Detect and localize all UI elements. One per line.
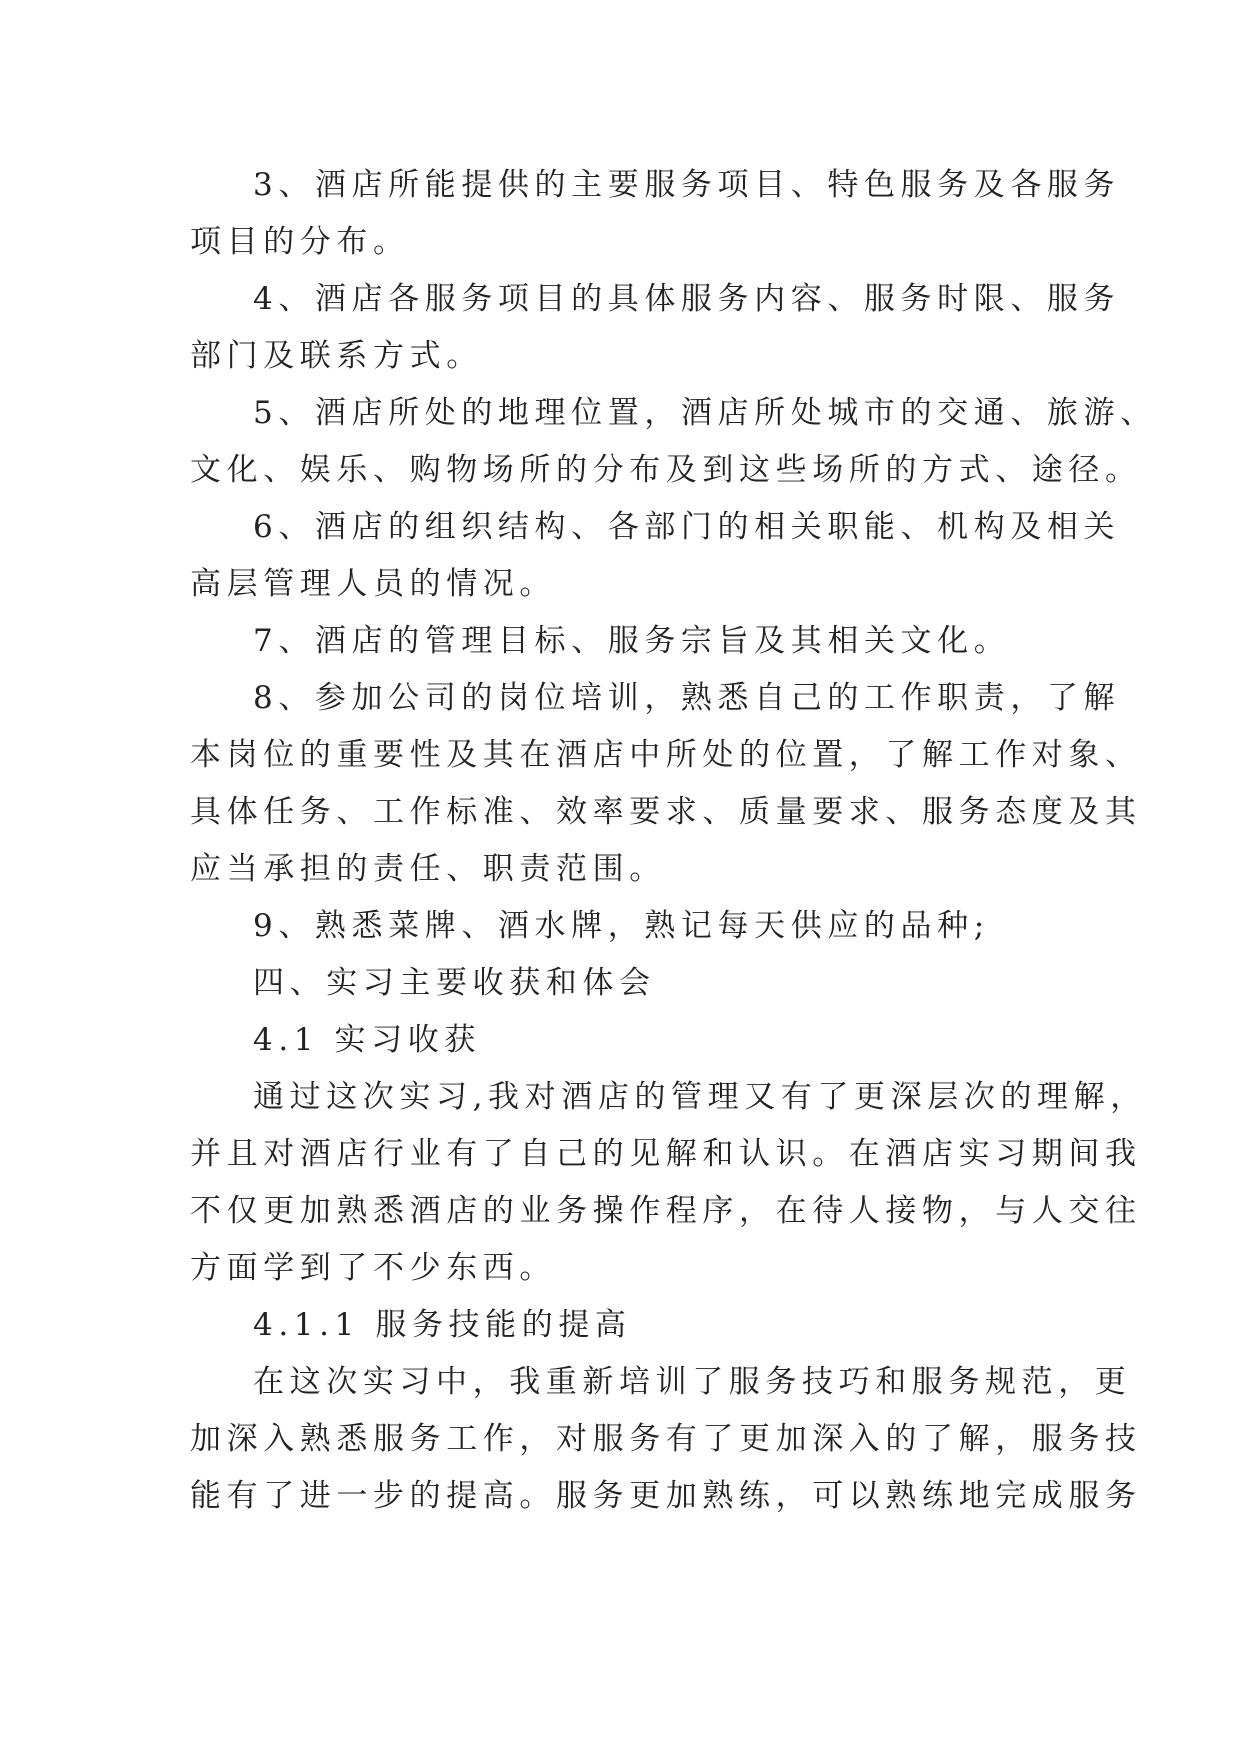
text-line: 方面学到了不少东西。 [190, 1250, 556, 1286]
text-line: 高层管理人员的情况。 [190, 566, 556, 602]
text-line: 能有了进一步的提高。服务更加熟练，可以熟练地完成服务 [190, 1478, 1142, 1514]
text-line: 8、参加公司的岗位培训，熟悉自己的工作职责，了解 [253, 680, 1121, 716]
subsection-heading: 4.1.1 服务技能的提高 [253, 1307, 632, 1343]
text-line: 文化、娱乐、购物场所的分布及到这些场所的方式、途径。 [190, 452, 1142, 488]
text-line: 7、酒店的管理目标、服务宗旨及其相关文化。 [253, 623, 1011, 659]
text-line: 5、酒店所处的地理位置，酒店所处城市的交通、旅游、 [253, 395, 1157, 431]
text-line: 部门及联系方式。 [190, 338, 483, 374]
text-line: 9、熟悉菜牌、酒水牌，熟记每天供应的品种; [253, 908, 990, 944]
text-line: 项目的分布。 [190, 224, 410, 260]
text-line: 本岗位的重要性及其在酒店中所处的位置，了解工作对象、 [190, 737, 1142, 773]
text-line: 在这次实习中，我重新培训了服务技巧和服务规范，更 [253, 1364, 1132, 1400]
text-line: 不仅更加熟悉酒店的业务操作程序，在待人接物，与人交往 [190, 1193, 1142, 1229]
text-line: 具体任务、工作标准、效率要求、质量要求、服务态度及其 [190, 794, 1142, 830]
text-line: 6、酒店的组织结构、各部门的相关职能、机构及相关 [253, 509, 1121, 545]
subsection-heading: 4.1 实习收获 [253, 1022, 481, 1058]
text-line: 加深入熟悉服务工作，对服务有了更加深入的了解，服务技 [190, 1421, 1142, 1457]
text-line: 3、酒店所能提供的主要服务项目、特色服务及各服务 [253, 167, 1121, 203]
text-line: 并且对酒店行业有了自己的见解和认识。在酒店实习期间我 [190, 1136, 1142, 1172]
text-line: 4、酒店各服务项目的具体服务内容、服务时限、服务 [253, 281, 1121, 317]
text-line: 通过这次实习,我对酒店的管理又有了更深层次的理解， [253, 1079, 1147, 1115]
text-line: 应当承担的责任、职责范围。 [190, 851, 666, 887]
section-heading: 四、实习主要收获和体会 [253, 965, 656, 1001]
